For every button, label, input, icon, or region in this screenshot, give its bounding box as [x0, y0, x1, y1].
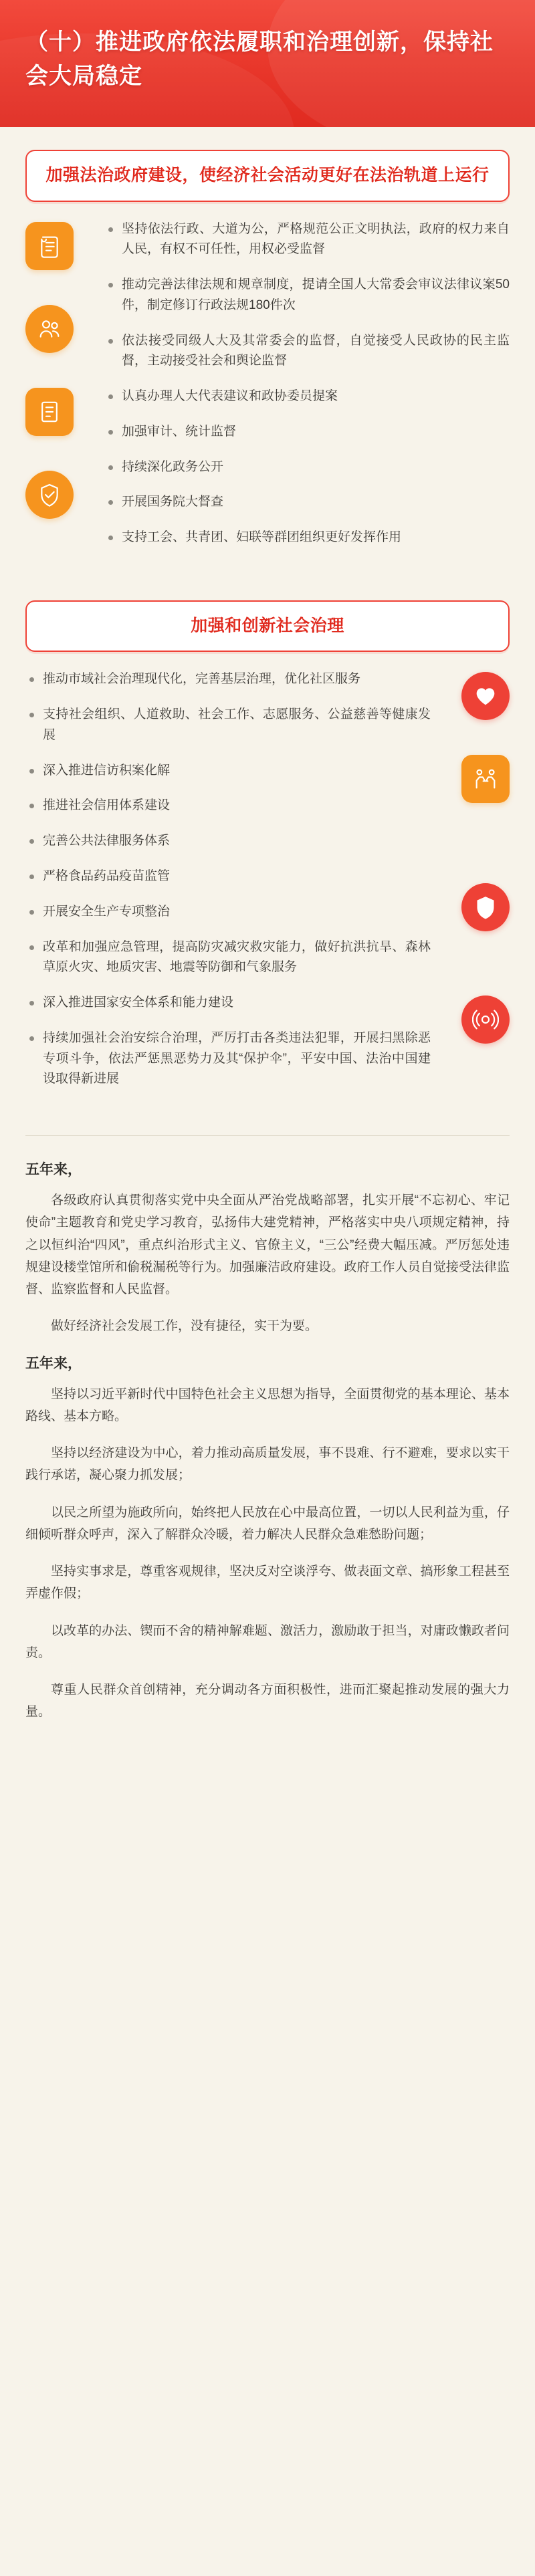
text-paragraph: 坚持以习近平新时代中国特色社会主义思想为指导，全面贯彻党的基本理论、基本路线、基本方略。: [25, 1387, 510, 1423]
shield-icon: [461, 883, 510, 931]
list-item: 支持工会、共青团、妇联等群团组织更好发挥作用: [104, 528, 510, 548]
section-title-card: [25, 150, 510, 202]
alert-touch-icon: [461, 996, 510, 1044]
section-body: [25, 219, 510, 563]
list-item: 严格食品药品疫苗监管: [25, 866, 431, 887]
text-paragraph: 坚持以经济建设为中心，着力推动高质量发展，事不畏难、行不避难，要求以实干践行承诺，凝心聚力抓发展；: [25, 1446, 510, 1483]
list-item: 加强审计、统计监督: [104, 422, 510, 443]
icon-rail: [25, 219, 104, 563]
closing-text-block: [25, 1135, 510, 1724]
list-item: 改革和加强应急管理，提高防灾减灾救灾能力，做好抗洪抗旱、森林草原火灾、地质灾害、地震等防御和气象服务: [25, 937, 431, 979]
list-item: 推动完善法律法规和规章制度，提请全国人大常委会审议法律议案50件，制定修订行政法规180件次: [104, 275, 510, 316]
shield-check-icon: [25, 471, 74, 519]
text-paragraph: 尊重人民群众首创精神，充分调动各方面积极性，进而汇聚起推动发展的强大力量。: [25, 1683, 510, 1720]
text-lead-1: 五年来，: [25, 1162, 82, 1178]
section-bullets: [25, 669, 431, 1104]
list-item: 完善公共法律服务体系: [25, 831, 431, 852]
text-lead-2: 五年来，: [25, 1355, 82, 1371]
section-title-card: [25, 600, 510, 653]
list-item: 依法接受同级人大及其常委会的监督，自觉接受人民政协的民主监督，主动接受社会和舆论监督: [104, 331, 510, 372]
list-item: 持续深化政务公开: [104, 457, 510, 478]
section-title: 加强和创新社会治理: [191, 616, 344, 635]
page-content: [0, 150, 535, 1765]
section-bullets: [104, 219, 510, 563]
text-standalone: 做好经济社会发展工作，没有捷径，实干为要。: [51, 1319, 318, 1334]
list-item: 坚持依法行政、大道为公，严格规范公正文明执法，政府的权力来自人民，有权不可任性，用权必受监督: [104, 219, 510, 261]
handshake-icon: [461, 755, 510, 803]
text-paragraph: 坚持实事求是，尊重客观规律，坚决反对空谈浮夸、做表面文章、搞形象工程甚至弄虚作假；: [25, 1564, 510, 1601]
text-paragraph: 以民之所望为施政所向，始终把人民放在心中最高位置，一切以人民利益为重，仔细倾听群众呼声，深入了解群众冷暖，着力解决人民群众急难愁盼问题；: [25, 1505, 510, 1542]
text-paragraph: 以改革的办法、锲而不舍的精神解难题、激活力，激励敢于担当，对庸政懒政者问责。: [25, 1623, 510, 1660]
list-item: 开展安全生产专项整治: [25, 902, 431, 923]
text-paragraph: 各级政府认真贯彻落实党中央全面从严治党战略部署，扎实开展“不忘初心、牢记使命”主题教育和党史学习教育，弘扬伟大建党精神，严格落实中央八项规定精神，持之以恒纠治“四风”，重点纠治形式主义、官僚主义，“三公”经费大幅压减。严厉惩处违规建设楼堂馆所和偷税漏税等行为。加强廉洁政府建设。政府工作人员自觉接受法律监督、监察监督和人民监督。: [25, 1193, 510, 1297]
list-item: 开展国务院大督查: [104, 492, 510, 513]
icon-rail: [431, 669, 510, 1104]
section-social-governance: [25, 600, 510, 1104]
list-item: 推进社会信用体系建设: [25, 796, 431, 816]
section-rule-of-law-government: [25, 150, 510, 563]
scroll-icon: [25, 222, 74, 270]
list-item: 认真办理人大代表建议和政协委员提案: [104, 386, 510, 407]
people-icon: [25, 305, 74, 353]
section-body: [25, 669, 510, 1104]
list-item: 支持社会组织、人道救助、社会工作、志愿服务、公益慈善等健康发展: [25, 705, 431, 746]
list-item: 深入推进信访积案化解: [25, 761, 431, 782]
page-title: （十）推进政府依法履职和治理创新，保持社会大局稳定: [25, 29, 494, 89]
document-icon: [25, 388, 74, 436]
section-title: 加强法治政府建设，使经济社会活动更好在法治轨道上运行: [45, 166, 490, 185]
list-item: 深入推进国家安全体系和能力建设: [25, 993, 431, 1014]
list-item: 推动市域社会治理现代化，完善基层治理，优化社区服务: [25, 669, 431, 690]
heart-icon: [461, 672, 510, 720]
list-item: 持续加强社会治安综合治理，严厉打击各类违法犯罪，开展扫黑除恶专项斗争，依法严惩黑恶势力及其“保护伞”，平安中国、法治中国建设取得新进展: [25, 1028, 431, 1090]
page-header: [0, 0, 535, 127]
